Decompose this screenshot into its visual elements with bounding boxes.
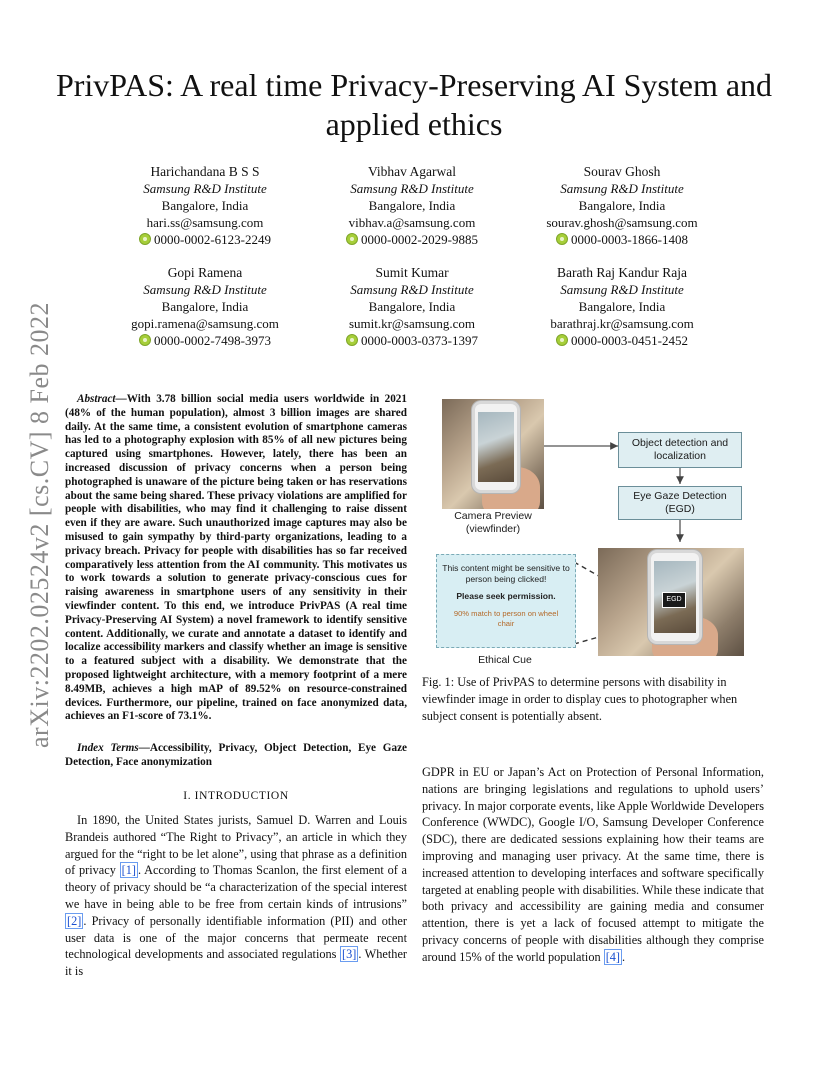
abstract-lead: Abstract bbox=[77, 393, 116, 405]
orcid-id: 0000-0002-2029-9885 bbox=[361, 232, 478, 247]
author-orcid[interactable] bbox=[105, 231, 305, 248]
author-block bbox=[522, 163, 722, 248]
body-text-part: . bbox=[622, 949, 626, 964]
author-block bbox=[312, 264, 512, 349]
egd-result-photo bbox=[598, 548, 744, 656]
intro-text-part: . According to Thomas Scanlon, the first element of a theory of privacy should be “a characterization of the special interest we have in being able to be free from certain kinds of intrusions” bbox=[65, 863, 408, 911]
author-block bbox=[522, 264, 722, 349]
author-affiliation: Samsung R&D Institute bbox=[560, 282, 684, 297]
author-email[interactable]: sourav.ghosh@samsung.com bbox=[546, 215, 698, 230]
author-orcid[interactable] bbox=[312, 231, 512, 248]
orcid-icon bbox=[139, 334, 151, 346]
index-terms bbox=[65, 742, 407, 770]
abstract bbox=[65, 393, 407, 724]
author-location: Bangalore, India bbox=[161, 198, 249, 213]
author-location: Bangalore, India bbox=[578, 198, 666, 213]
citation-link[interactable]: [1] bbox=[121, 863, 136, 878]
ethical-cue-box bbox=[436, 554, 576, 648]
index-terms-text: —Accessibility, Privacy, Object Detection, Eye Gaze Detection, Face anonymization bbox=[65, 742, 407, 768]
author-email[interactable]: sumit.kr@samsung.com bbox=[348, 316, 476, 331]
figure-caption: Fig. 1: Use of PrivPAS to determine persons with disability in viewfinder image in order to display cues to photographer when subject consent is potentially absent. bbox=[422, 675, 738, 723]
object-detection-box: Object detection and localization bbox=[618, 432, 742, 468]
citation-link[interactable]: [2] bbox=[67, 913, 82, 928]
author-email[interactable]: gopi.ramena@samsung.com bbox=[131, 316, 279, 331]
author-affiliation: Samsung R&D Institute bbox=[350, 181, 474, 196]
author-location: Bangalore, India bbox=[368, 299, 456, 314]
author-email[interactable]: hari.ss@samsung.com bbox=[146, 215, 264, 230]
author-location: Bangalore, India bbox=[368, 198, 456, 213]
orcid-icon bbox=[346, 233, 358, 245]
abstract-text: —With 3.78 billion social media users worldwide in 2021 (48% of the human population), almost 3 billion images are shared daily. At the same time, a consistent evolution of smartphone cameras has led to a photography explosion with 85% of all new pictures being captured using smartphones. However, lately, there has been an increased discussion of privacy concerns when a person being photographed is unaware of the picture being taken or has reservations about the same being shared. These privacy violations are amplified for people with disabilities, who may find it challenging to raise dissent even if they are aware. Such unauthorized image captures may also be misused to gain sympathy by third-party organizations, leading to a privacy breach. Privacy for people with disabilities has so far received comparatively less attention from the AI community. This motivates us to work towards a solution to generate privacy-conscious cues for raising awareness in smartphone users of any sensitivity in their viewfinder content. To this end, we introduce PrivPAS (A real time Privacy-Preserving AI System) a novel framework to identify sensitive content. Additionally, we curate and annotate a dataset to identify and localize accessibility markers and classify whether an image is sensitive to a featured subject with a disability. We demonstrate that the proposed lightweight architecture, with a memory footprint of a mere 8.49MB, achieves a high mAP of 89.52% on resource-constrained devices. Furthermore, our pipeline, trained on face anonymized data, achieves an F1-score of 73.1%. bbox=[65, 393, 407, 723]
author-block bbox=[312, 163, 512, 248]
author-location: Bangalore, India bbox=[161, 299, 249, 314]
egd-tag: EGD bbox=[662, 592, 686, 608]
arxiv-identifier-text: arXiv:2202.02524v2 [cs.CV] 8 Feb 2022 bbox=[25, 301, 55, 749]
cue-warning-text: This content might be sensitive to person being clicked! bbox=[442, 563, 570, 584]
camera-preview-photo bbox=[442, 399, 544, 509]
orcid-icon bbox=[346, 334, 358, 346]
orcid-id: 0000-0002-7498-3973 bbox=[154, 333, 271, 348]
cue-match-text: 90% match to person on wheel chair bbox=[453, 609, 559, 628]
intro-paragraph bbox=[65, 812, 407, 980]
author-affiliation: Samsung R&D Institute bbox=[143, 282, 267, 297]
index-terms-lead: Index Terms bbox=[77, 742, 139, 754]
intro-text-part: In 1890, the United States jurists, Samuel D. Warren and Louis Brandeis authored “The Right to Privacy”, an article in which they argued for the “right to be let alone”, using that phrase as a definition of privacy bbox=[65, 813, 407, 878]
phone-shape bbox=[472, 401, 520, 493]
orcid-id: 0000-0003-0451-2452 bbox=[571, 333, 688, 348]
author-email[interactable]: barathraj.kr@samsung.com bbox=[550, 316, 694, 331]
author-location: Bangalore, India bbox=[578, 299, 666, 314]
figure-1 bbox=[432, 396, 752, 668]
paper-title: PrivPAS: A real time Privacy-Preserving AI System and applied ethics bbox=[55, 67, 773, 142]
author-name: Vibhav Agarwal bbox=[367, 164, 457, 179]
author-block bbox=[105, 163, 305, 248]
orcid-icon bbox=[556, 334, 568, 346]
orcid-id: 0000-0002-6123-2249 bbox=[154, 232, 271, 247]
author-affiliation: Samsung R&D Institute bbox=[350, 282, 474, 297]
citation-link[interactable]: [3] bbox=[341, 947, 357, 962]
author-name: Harichandana B S S bbox=[150, 164, 260, 179]
phone-screen bbox=[478, 412, 514, 482]
orcid-id: 0000-0003-0373-1397 bbox=[361, 333, 478, 348]
camera-preview-label: Camera Preview (viewfinder) bbox=[454, 510, 532, 535]
right-column-paragraph bbox=[422, 764, 764, 966]
author-affiliation: Samsung R&D Institute bbox=[560, 181, 684, 196]
orcid-icon bbox=[139, 233, 151, 245]
intro-text-part: . Privacy of personally identifiable information (PII) and other user data is one of the major concerns that permeate recent technological developments and associated regulations bbox=[65, 913, 407, 962]
citation-link[interactable]: [4] bbox=[605, 949, 621, 964]
orcid-icon bbox=[556, 233, 568, 245]
author-name: Barath Raj Kandur Raja bbox=[556, 265, 688, 280]
section-heading: I. INTRODUCTION bbox=[183, 790, 289, 802]
author-orcid[interactable] bbox=[105, 332, 305, 349]
author-block bbox=[105, 264, 305, 349]
author-email[interactable]: vibhav.a@samsung.com bbox=[348, 215, 476, 230]
cue-permission-text: Please seek permission. bbox=[456, 591, 556, 601]
author-name: Sourav Ghosh bbox=[583, 164, 661, 179]
orcid-id: 0000-0003-1866-1408 bbox=[571, 232, 688, 247]
author-affiliation: Samsung R&D Institute bbox=[143, 181, 267, 196]
author-orcid[interactable] bbox=[522, 231, 722, 248]
body-text-part: GDPR in EU or Japan’s Act on Protection of Personal Information, nations are bringing legislations and regulations to uphold users’ privacy. In major corporate events, like Apple Worldwide Developers Conference (WWDC), Google I/O, Samsung Developer Conference (SDC), there are dedicated sessions explaining how their teams are improving and managing user privacy. At the same time, there is increased attention to developing interfaces and software specifically targeted at enabling people with disabilities. While these indicate that both privacy and accessibility are gaining media and consumer attention, there is yet a lack of focused attempt to mitigate the privacy concerns of people with disabilities although they comprise around 15% of the world population bbox=[422, 765, 764, 964]
author-orcid[interactable] bbox=[522, 332, 722, 349]
author-name: Sumit Kumar bbox=[375, 265, 449, 280]
intro-text-part: . Whether it is bbox=[65, 947, 407, 979]
author-name: Gopi Ramena bbox=[167, 265, 243, 280]
eye-gaze-detection-box: Eye Gaze Detection (EGD) bbox=[618, 486, 742, 520]
author-orcid[interactable] bbox=[312, 332, 512, 349]
ethical-cue-label: Ethical Cue bbox=[478, 654, 532, 666]
arxiv-identifier bbox=[20, 290, 60, 760]
